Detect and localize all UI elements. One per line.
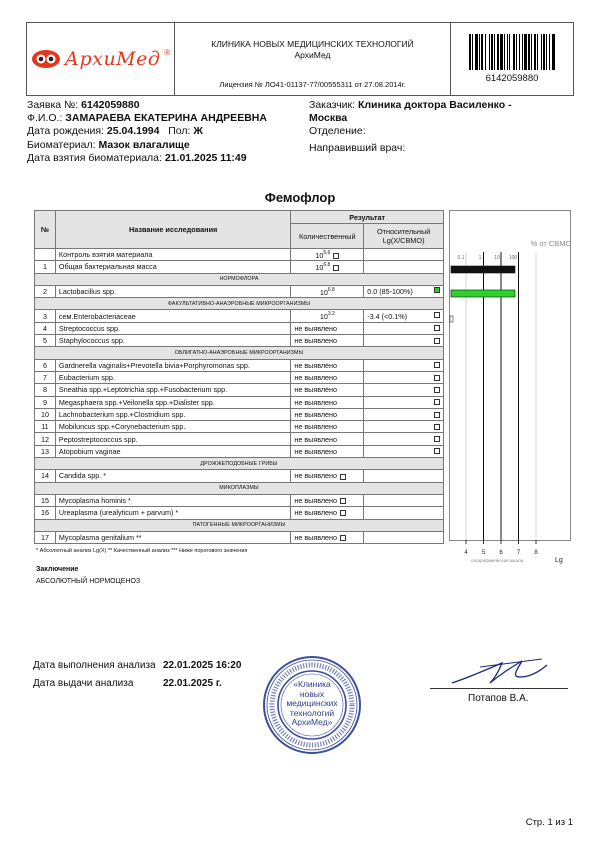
customer-info — [309, 99, 512, 155]
chart-top-tick-label: 10 — [494, 255, 500, 261]
table-row — [35, 249, 444, 261]
quant-value: не выявлено — [294, 471, 338, 481]
checkbox-icon — [434, 448, 440, 454]
table-row — [35, 310, 444, 322]
issued-value: 22.01.2025 г. — [163, 678, 222, 689]
log-scale-chart — [449, 210, 571, 568]
table-row — [35, 335, 444, 347]
test-name: Mycoplasma hominis * — [55, 494, 290, 506]
chart-top-tick-label: 100 — [508, 255, 518, 261]
stamp-line: технологий — [289, 707, 335, 718]
chart-axis-label: Lg — [555, 557, 563, 564]
section-row — [35, 273, 444, 285]
page-number: Стр. 1 из 1 — [525, 817, 573, 828]
rel-value: 0.0 (85-100%) — [367, 287, 413, 297]
row-number: 7 — [35, 371, 56, 383]
quant-cell — [291, 261, 364, 273]
quant-exponent: 5.6 — [323, 249, 331, 256]
checkbox-icon — [434, 375, 440, 381]
quant-exponent: 6.8 — [323, 261, 331, 268]
rel-cell — [364, 531, 444, 543]
section-title: НОРМОФЛОРА — [35, 273, 444, 285]
quant-value: 10 — [319, 312, 328, 322]
quant-cell — [291, 371, 364, 383]
test-name: Peptostreptococcus spp. — [55, 433, 290, 445]
quant-value: не выявлено — [294, 446, 338, 456]
checkbox-icon — [340, 474, 346, 480]
table-row — [35, 359, 444, 371]
quant-value: не выявлено — [294, 373, 338, 383]
row-number: 13 — [35, 445, 56, 457]
doctor-label: Направивший врач: — [309, 141, 406, 154]
department-label: Отделение: — [309, 125, 366, 138]
name-label: Ф.И.О.: — [27, 112, 63, 125]
quant-cell — [291, 384, 364, 396]
section-row — [35, 458, 444, 470]
test-name: Eubacterium spp. — [55, 371, 290, 383]
rel-cell — [364, 445, 444, 457]
clinic-logo — [31, 48, 171, 70]
quant-value: не выявлено — [294, 336, 338, 346]
checkbox-icon — [434, 312, 440, 318]
section-title: ДРОЖЖЕПОДОБНЫЕ ГРИБЫ — [35, 458, 444, 470]
logo-cell — [27, 23, 175, 95]
table-row — [35, 470, 444, 482]
footnote: * Абсолютный анализ Lg(X) ** Качественный анализ *** Ниже порогового значения — [36, 548, 248, 554]
section-title: ОБЛИГАТНО-АНАЭРОБНЫЕ МИКРООРГАНИЗМЫ — [35, 347, 444, 359]
rel-cell — [364, 433, 444, 445]
table-row — [35, 285, 444, 297]
rel-cell — [364, 507, 444, 519]
row-number: 14 — [35, 470, 56, 482]
quant-cell — [291, 494, 364, 506]
table-row — [35, 507, 444, 519]
rel-cell — [364, 396, 444, 408]
chart-tick-label: 8 — [534, 550, 538, 556]
checkbox-icon — [434, 424, 440, 430]
stamp-line: АрхиМед» — [291, 717, 333, 727]
quant-cell — [291, 408, 364, 420]
test-name: Staphylococcus spp. — [55, 335, 290, 347]
rel-cell — [364, 249, 444, 261]
clinic-info-cell — [175, 23, 451, 95]
taken-line — [27, 152, 267, 165]
material-value: Мазок влагалище — [98, 138, 190, 151]
checkbox-icon — [434, 412, 440, 418]
done-date-line — [33, 660, 242, 671]
quant-cell — [291, 433, 364, 445]
conclusion-text: АБСОЛЮТНЫЙ НОРМОЦЕНОЗ — [36, 578, 141, 585]
checkbox-icon — [340, 510, 346, 516]
rel-cell — [364, 285, 444, 297]
quant-cell — [291, 310, 364, 322]
stamp-line: медицинских — [286, 698, 338, 708]
quant-value: 10 — [315, 250, 324, 260]
quant-value: не выявлено — [294, 410, 338, 419]
customer-city: Москва — [309, 112, 348, 125]
chart-top-tick-label: 0.1 — [457, 255, 465, 261]
quant-exponent: 6.8 — [327, 286, 335, 293]
patient-info — [27, 99, 267, 165]
section-title: МИКОПЛАЗМЫ — [35, 482, 444, 494]
quant-value: не выявлено — [294, 496, 338, 506]
quant-cell — [291, 396, 364, 408]
checkbox-icon — [340, 498, 346, 504]
sex-label: Пол: — [168, 125, 191, 138]
row-number: 15 — [35, 494, 56, 506]
chart-tick-label: 7 — [516, 550, 521, 556]
test-name: Sneathia spp.+Leptotrichia spp.+Fusobacterium spp. — [55, 384, 290, 396]
dob-line — [27, 125, 267, 138]
quant-value: не выявлено — [294, 434, 338, 444]
taken-label: Дата взятия биоматериала: — [27, 151, 162, 164]
col-rel-header — [364, 224, 444, 249]
quant-cell — [291, 335, 364, 347]
chart-bar — [451, 290, 515, 297]
checkbox-icon — [340, 535, 346, 541]
rel-cell — [364, 408, 444, 420]
quant-cell — [291, 285, 364, 297]
dob-label: Дата рождения: — [27, 125, 104, 138]
table-row — [35, 371, 444, 383]
order-number: 6142059880 — [81, 99, 140, 111]
quant-cell — [291, 322, 364, 334]
report-header — [26, 22, 574, 96]
test-name: Streptococcus spp. — [55, 322, 290, 334]
quant-value: не выявлено — [294, 508, 338, 518]
test-name: Ureaplasma (urealyticum + parvum) * — [55, 507, 290, 519]
quant-cell — [291, 445, 364, 457]
material-label: Биоматериал: — [27, 138, 96, 151]
table-row — [35, 421, 444, 433]
done-value: 22.01.2025 16:20 — [163, 660, 242, 671]
section-row — [35, 519, 444, 531]
barcode-cell — [451, 23, 573, 95]
report-title: Фемофлор — [264, 190, 336, 205]
checkbox-icon — [333, 265, 339, 271]
signature-line — [430, 688, 568, 689]
customer-label: Заказчик: — [309, 99, 356, 111]
signature-icon — [450, 655, 550, 689]
quant-cell — [291, 531, 364, 543]
row-number: 6 — [35, 359, 56, 371]
quant-cell — [291, 470, 364, 482]
barcode-number: 6142059880 — [485, 73, 539, 84]
row-number: 5 — [35, 335, 56, 347]
row-number: 2 — [35, 285, 56, 297]
quant-cell — [291, 421, 364, 433]
row-number: 11 — [35, 421, 56, 433]
chart-scale-caption: логарифмическая шкала — [470, 558, 524, 563]
row-number: 12 — [35, 433, 56, 445]
chart-marker — [450, 316, 453, 322]
col-rel-unit: Lg(X/СВМО) — [382, 236, 425, 245]
patient-name: ЗАМАРАЕВА ЕКАТЕРИНА АНДРЕЕВНА — [65, 112, 267, 125]
quant-value: не выявлено — [294, 532, 338, 542]
taken-value: 21.01.2025 11:49 — [164, 151, 247, 164]
license-text: Лицензия № ЛО41-01137-77/00555311 от 27.08.2014г. — [219, 80, 406, 89]
order-line — [27, 99, 267, 112]
logo-mark-icon — [31, 49, 61, 69]
results-body — [35, 249, 444, 544]
quant-value: не выявлено — [294, 360, 338, 370]
chart-top-tick-label: 1 — [478, 255, 482, 261]
table-row — [35, 531, 444, 543]
test-name: Mycoplasma genitalium ** — [55, 531, 290, 543]
checkbox-icon — [434, 362, 440, 368]
issued-label: Дата выдачи анализа — [33, 678, 134, 689]
stamp-text — [262, 680, 362, 728]
chart-tick-label: 5 — [481, 550, 486, 556]
chart-title: % от СВМО — [530, 239, 571, 248]
col-result-header: Результат — [291, 211, 444, 224]
material-line — [27, 139, 267, 152]
test-name: Lactobacillus spp. — [55, 285, 290, 297]
customer-line — [309, 99, 512, 112]
section-title: ПАТОГЕННЫЕ МИКРООРГАНИЗМЫ — [35, 519, 444, 531]
checkbox-icon — [434, 436, 440, 442]
rel-cell — [364, 371, 444, 383]
logo-text: АрхиМед — [64, 48, 161, 70]
checkbox-icon — [434, 387, 440, 393]
row-number: 10 — [35, 408, 56, 420]
test-name: Lachnobacterium spp.+Clostridium spp. — [55, 408, 290, 420]
row-number: 4 — [35, 322, 56, 334]
test-name: Gardnerella vaginalis+Prevotella bivia+Porphyromonas spp. — [55, 359, 290, 371]
test-name: Megasphaera spp.+Veilonella spp.+Dialister spp. — [55, 396, 290, 408]
rel-cell — [364, 421, 444, 433]
checkbox-icon — [434, 399, 440, 405]
row-number: 1 — [35, 261, 56, 273]
checkbox-icon — [333, 253, 339, 259]
quant-exponent: 3.2 — [327, 311, 335, 318]
section-row — [35, 482, 444, 494]
row-number: 3 — [35, 310, 56, 322]
test-name: Mobiluncus spp.+Corynebacterium spp. — [55, 421, 290, 433]
clinic-stamp — [262, 655, 362, 755]
table-row — [35, 396, 444, 408]
rel-cell — [364, 310, 444, 322]
sex-value: Ж — [193, 125, 203, 138]
checkbox-icon — [434, 338, 440, 344]
quant-cell — [291, 507, 364, 519]
table-row — [35, 408, 444, 420]
stamp-line: «Клиника — [293, 679, 331, 689]
col-no-header: № — [35, 211, 56, 249]
stamp-line: новых — [299, 688, 325, 699]
rel-cell — [364, 322, 444, 334]
section-title: ФАКУЛЬТАТИВНО-АНАЭРОБНЫЕ МИКРООРГАНИЗМЫ — [35, 298, 444, 310]
clinic-name: КЛИНИКА НОВЫХ МЕДИЦИНСКИХ ТЕХНОЛОГИЙ — [211, 39, 414, 49]
row-number: 17 — [35, 531, 56, 543]
test-name: Контроль взятия материала — [55, 249, 290, 261]
results-table — [34, 210, 444, 544]
table-row — [35, 445, 444, 457]
col-name-header: Название исследования — [55, 211, 290, 249]
signer-name: Потапов В.А. — [468, 693, 529, 704]
test-name: Atopobium vaginae — [55, 445, 290, 457]
done-label: Дата выполнения анализа — [33, 660, 156, 671]
section-row — [35, 347, 444, 359]
rel-cell — [364, 335, 444, 347]
rel-cell — [364, 494, 444, 506]
chart-tick-label: 4 — [464, 550, 468, 556]
rel-value: -3.4 (<0.1%) — [367, 311, 407, 321]
chart-tick-label: 6 — [499, 550, 503, 556]
quant-cell — [291, 359, 364, 371]
quant-value: не выявлено — [294, 397, 338, 407]
rel-cell — [364, 470, 444, 482]
quant-value: не выявлено — [294, 323, 338, 333]
quant-value: 10 — [315, 262, 324, 272]
rel-cell — [364, 261, 444, 273]
rel-cell — [364, 384, 444, 396]
test-name: Общая бактериальная масса — [55, 261, 290, 273]
barcode-icon — [469, 34, 555, 70]
green-indicator-icon — [434, 287, 440, 293]
quant-value: не выявлено — [294, 422, 338, 432]
table-row — [35, 494, 444, 506]
quant-value: не выявлено — [294, 385, 338, 395]
order-label: Заявка №: — [27, 99, 79, 111]
test-name: сем.Enterobacteriaceae — [55, 310, 290, 322]
col-quant-header: Количественный — [291, 224, 364, 249]
name-line — [27, 112, 267, 125]
col-rel-label: Относительный — [376, 227, 431, 236]
table-row — [35, 433, 444, 445]
conclusion-block — [36, 566, 140, 585]
checkbox-icon — [434, 325, 440, 331]
quant-cell — [291, 249, 364, 261]
dob-value: 25.04.1994 — [106, 125, 160, 138]
table-row — [35, 261, 444, 273]
row-number: 9 — [35, 396, 56, 408]
customer-value: Клиника доктора Василенко - — [357, 99, 512, 111]
quant-value: 10 — [319, 287, 328, 297]
conclusion-label: Заключение — [36, 566, 79, 573]
clinic-short-name: АрхиМед — [294, 50, 331, 60]
section-row — [35, 298, 444, 310]
row-number: 8 — [35, 384, 56, 396]
rel-cell — [364, 359, 444, 371]
registered-icon: ® — [164, 48, 171, 57]
chart-bar — [451, 266, 515, 273]
row-number: 16 — [35, 507, 56, 519]
issued-date-line — [33, 678, 222, 689]
table-row — [35, 322, 444, 334]
row-number — [35, 249, 56, 261]
test-name: Candida spp. * — [55, 470, 290, 482]
table-row — [35, 384, 444, 396]
